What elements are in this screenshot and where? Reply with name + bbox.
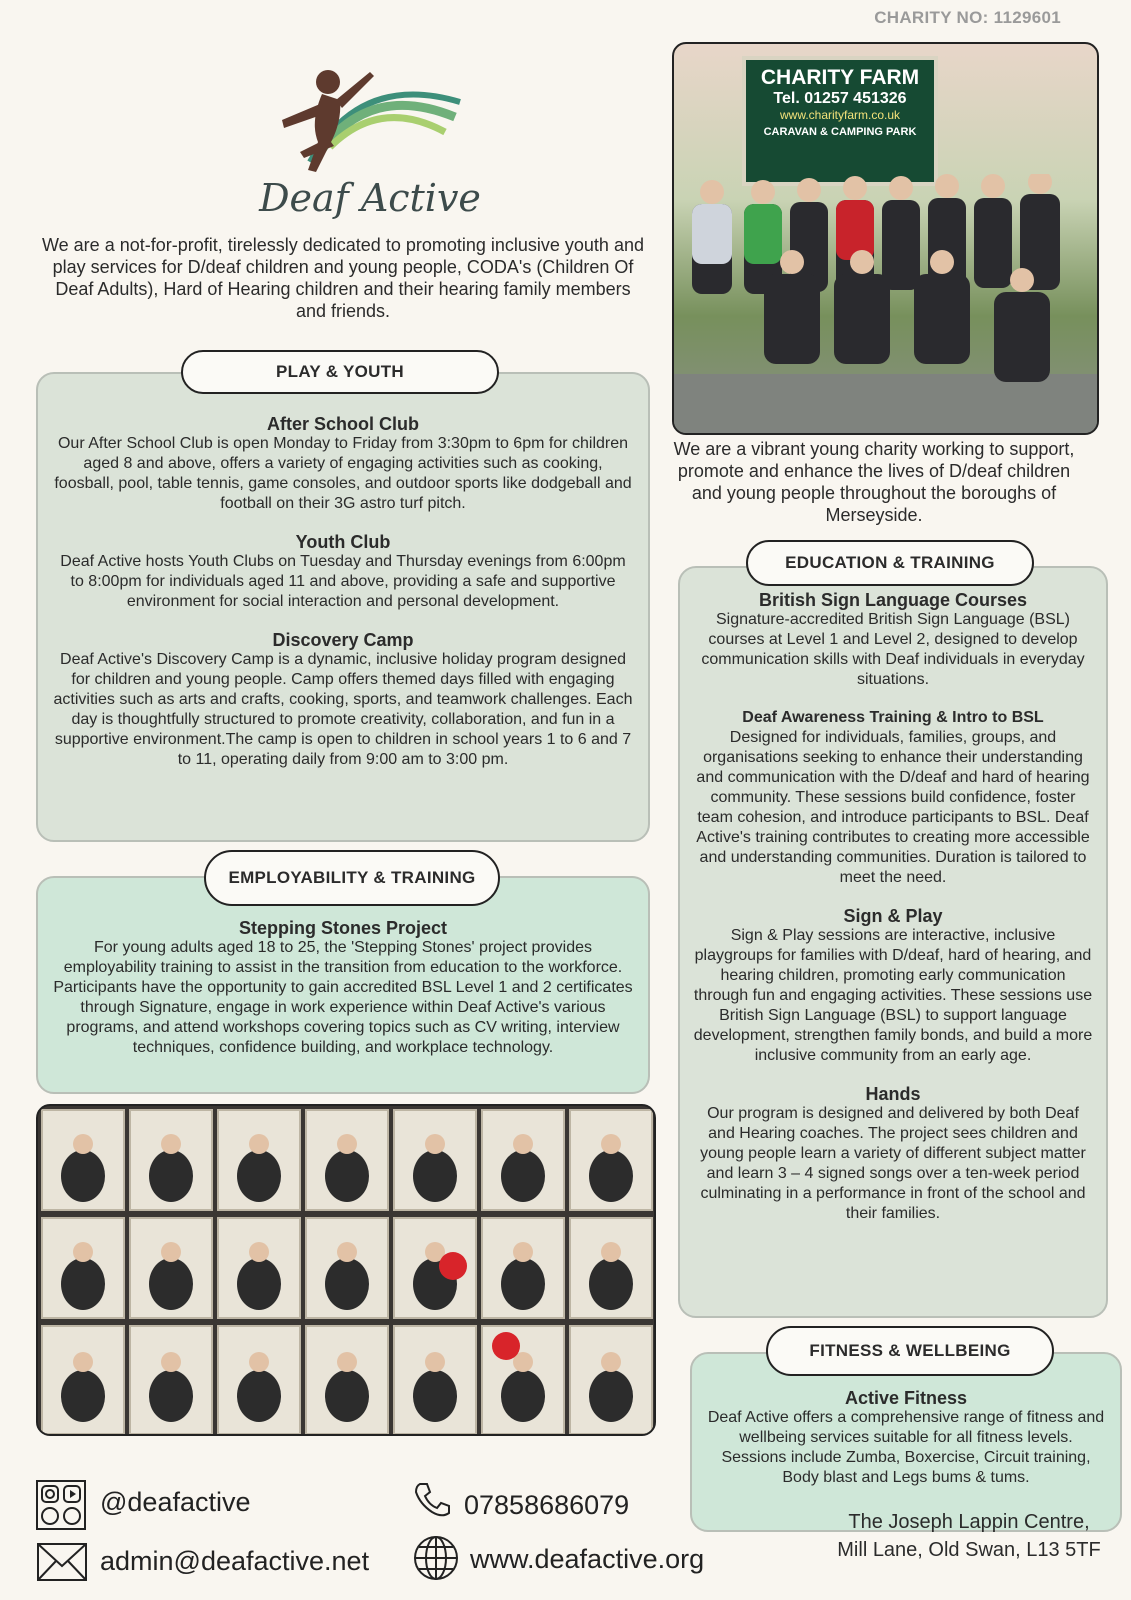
fitness-heading: FITNESS & WELLBEING	[766, 1326, 1054, 1376]
section-body: Our After School Club is open Monday to Friday from 3:30pm to 6pm for children aged 8 and above, offers a variety of engaging activities such as cooking, foosball, pool, table tennis, game consoles, and outdoor sports like dodgeball and football on their 3G astro turf pitch.	[54, 435, 632, 512]
play-youth-panel	[36, 372, 650, 842]
section-stepping-stones	[52, 918, 634, 1058]
section-title: Deaf Awareness Training & Intro to BSL	[742, 709, 1044, 726]
brand-name: Deaf Active	[259, 176, 481, 220]
section-after-school-club	[52, 414, 634, 514]
section-title: Youth Club	[295, 532, 391, 552]
charity-number: CHARITY NO: 1129601	[874, 8, 1061, 27]
website-url[interactable]: www.deafactive.org	[470, 1544, 705, 1574]
group-of-people	[674, 174, 1099, 435]
employability-panel	[36, 876, 650, 1094]
section-bsl-courses	[692, 590, 1094, 690]
charity-farm-sign	[742, 56, 938, 186]
section-sign-play	[692, 906, 1094, 1066]
phone-icon	[412, 1480, 452, 1520]
section-body: Deaf Active hosts Youth Clubs on Tuesday and Thursday evenings from 6:00pm to 8:00pm for individuals aged 11 and above, providing a safe and supportive environment for social interaction and personal development.	[60, 553, 626, 610]
photo-grid	[38, 1106, 656, 1436]
section-body: Designed for individuals, families, groups, and organisations seeking to enhance their understanding and communication with the D/deaf and hard of hearing community. These sessions build confidence, foster team cohesion, and introduce participants to BSL. Deaf Active's training contributes to creating more accessible and understanding communities. Duration is tailored to meet the need.	[696, 729, 1090, 886]
play-youth-heading: PLAY & YOUTH	[181, 350, 499, 394]
education-panel	[678, 566, 1108, 1318]
social-media-icon	[36, 1480, 86, 1530]
section-body: Signature-accredited British Sign Language (BSL) courses at Level 1 and Level 2, designed to develop communication skills with Deaf individuals in everyday situations.	[701, 611, 1085, 688]
kids-in-boxes-photo	[36, 1104, 656, 1436]
address-line-2: Mill Lane, Old Swan, L13 5TF	[837, 1539, 1101, 1561]
section-body: Deaf Active's Discovery Camp is a dynamic, inclusive holiday program designed for children and young people. Camp offers themed days filled with engaging activities such as arts and crafts, cooking, sports, and teamwork challenges. Each day is thoughtfully structured to promote creativity, collaboration, and fun in a supportive environment.The camp is open to children in school years 1 to 6 and 7 to 11, operating daily from 9:00 am to 3:00 pm.	[53, 651, 633, 768]
email-address[interactable]: admin@deafactive.net	[100, 1546, 370, 1576]
sign-web: www.charityfarm.co.uk	[779, 108, 901, 122]
charity-farm-group-photo	[672, 42, 1099, 435]
section-title: Active Fitness	[844, 1388, 968, 1408]
section-title: Hands	[865, 1084, 921, 1104]
sign-tel: Tel. 01257 451326	[773, 90, 907, 107]
intro-text: We are a not-for-profit, tirelessly dedicated to promoting inclusive youth and play services for D/deaf children and young people, CODA's (Children Of Deaf Adults), Hard of Hearing children and their hearing family members and friends.	[42, 235, 644, 321]
sign-line: CARAVAN & CAMPING PARK	[763, 126, 917, 138]
section-body: Sessions include Zumba, Boxercise, Circuit training, Body blast and Legs bums & tums.	[721, 1449, 1091, 1486]
section-discovery-camp	[52, 630, 634, 770]
section-youth-club	[52, 532, 634, 612]
section-title: British Sign Language Courses	[758, 590, 1028, 610]
section-title: After School Club	[267, 414, 419, 434]
section-body: Our program is designed and delivered by both Deaf and Hearing coaches. The project sees children and young people learn a variety of different subject matter and learn 3 – 4 signed songs over a ten-week period culminating in a performance in front of the school and their families.	[700, 1105, 1086, 1222]
section-title: Stepping Stones Project	[238, 918, 448, 938]
section-body: Sign & Play sessions are interactive, inclusive playgroups for families with D/deaf, hard of hearing, and hearing children, promoting early communication through fun and engaging activities. These sessions use British Sign Language (BSL) to support language development, strengthen family bonds, and build a more inclusive community from an early age.	[693, 927, 1093, 1064]
phone-number[interactable]: 07858686079	[464, 1490, 630, 1520]
education-heading: EDUCATION & TRAINING	[746, 540, 1034, 586]
section-hands	[692, 1084, 1094, 1224]
social-handle[interactable]: @deafactive	[100, 1487, 251, 1517]
section-title: Sign & Play	[843, 906, 943, 926]
address-line-1: The Joseph Lappin Centre,	[848, 1511, 1090, 1533]
section-deaf-awareness	[692, 708, 1094, 888]
right-intro-text: We are a vibrant young charity working to support, promote and enhance the lives of D/deaf children and young people throughout the boroughs of Merseyside.	[673, 439, 1075, 525]
employability-heading: EMPLOYABILITY & TRAINING	[204, 850, 500, 906]
section-title: Discovery Camp	[272, 630, 414, 650]
email-icon	[36, 1542, 88, 1582]
section-body: Deaf Active offers a comprehensive range of fitness and wellbeing services suitable for all fitness levels.	[707, 1409, 1105, 1446]
fitness-panel	[690, 1352, 1122, 1532]
globe-icon	[412, 1534, 460, 1582]
address	[829, 1508, 1109, 1564]
sign-title: CHARITY FARM	[760, 66, 920, 89]
section-body: For young adults aged 18 to 25, the 'Stepping Stones' project provides employability training to assist in the transition from education to the workforce. Participants have the opportunity to gain accredited BSL Level 1 and 2 certificates through Signature, engage in work experience within Deaf Active's various programs, and attend workshops covering topics such as CV writing, interview techniques, confidence building, and workplace technology.	[53, 939, 633, 1056]
leaping-figure-logo	[270, 42, 470, 182]
